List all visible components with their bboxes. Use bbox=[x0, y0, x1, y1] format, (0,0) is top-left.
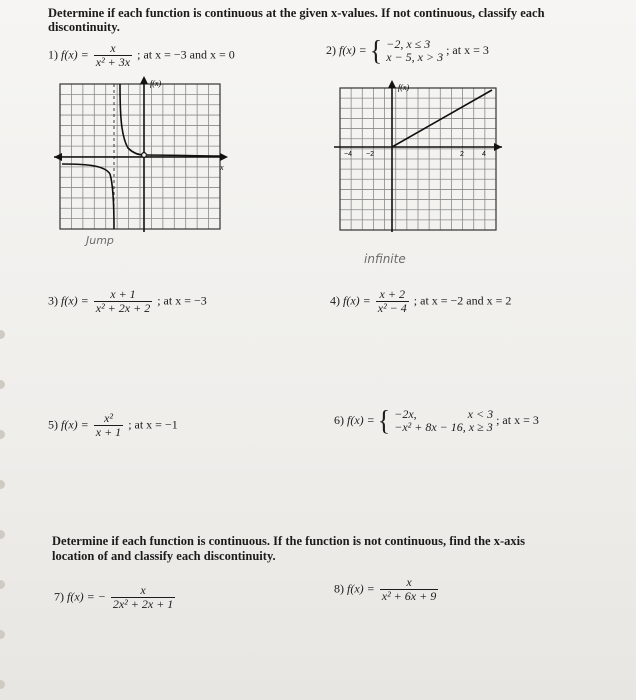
binder-hole bbox=[0, 680, 5, 689]
problem-number: 8) bbox=[334, 581, 344, 596]
evaluation-points: ; at x = −1 bbox=[128, 417, 178, 432]
x-axis-arrow-right-icon bbox=[494, 143, 502, 151]
function-lhs: f(x) = − bbox=[67, 589, 106, 604]
handwritten-note-infinite: infinite bbox=[364, 252, 406, 266]
curve-right-branch bbox=[147, 155, 220, 156]
fraction bbox=[94, 42, 132, 69]
fraction bbox=[376, 288, 409, 315]
binder-hole bbox=[0, 480, 5, 489]
binder-hole bbox=[0, 530, 5, 539]
handwritten-note-jump: Jump bbox=[86, 234, 114, 247]
function-lhs: f(x) = bbox=[61, 417, 89, 432]
binder-hole bbox=[0, 330, 5, 339]
numerator: x bbox=[406, 575, 412, 589]
binder-holes bbox=[0, 0, 8, 700]
problem-4 bbox=[330, 288, 511, 315]
function-lhs: f(x) = bbox=[347, 581, 375, 596]
fraction bbox=[94, 288, 152, 315]
tick-label: 2 bbox=[460, 151, 464, 158]
piecewise-cases bbox=[394, 408, 493, 434]
problem-8 bbox=[334, 576, 440, 603]
problem-number: 5) bbox=[48, 417, 58, 432]
problem-5 bbox=[48, 412, 178, 439]
evaluation-points: ; at x = −3 and x = 0 bbox=[137, 47, 235, 62]
problem-6 bbox=[334, 404, 539, 437]
problem-1 bbox=[48, 42, 235, 69]
problem-number: 4) bbox=[330, 293, 340, 308]
evaluation-points: ; at x = −2 and x = 2 bbox=[413, 293, 512, 308]
function-lhs: f(x) = bbox=[343, 293, 371, 308]
brace-icon: { bbox=[377, 404, 391, 437]
problem-number: 3) bbox=[48, 293, 58, 308]
denominator: x² + 6x + 9 bbox=[381, 589, 437, 603]
tick-label: −2 bbox=[366, 151, 374, 158]
numerator: x + 2 bbox=[379, 287, 405, 301]
tick-label: −4 bbox=[344, 151, 352, 158]
fraction bbox=[94, 412, 123, 439]
numerator: x² bbox=[104, 411, 113, 425]
problem-2 bbox=[326, 34, 489, 67]
x-axis-arrow-right-icon bbox=[220, 153, 228, 161]
evaluation-points: ; at x = −3 bbox=[157, 293, 207, 308]
binder-hole bbox=[0, 380, 5, 389]
instructions-bottom: Determine if each function is continuous. If the function is not continuous, find the x-axis location of and classify each discontinuity. bbox=[52, 534, 525, 563]
case-2: x − 5, x > 3 bbox=[386, 50, 444, 64]
numerator: x bbox=[140, 583, 146, 597]
numerator: x bbox=[110, 41, 116, 55]
denominator: x + 1 bbox=[95, 425, 122, 439]
denominator: 2x² + 2x + 1 bbox=[112, 597, 174, 611]
problem-number: 2) bbox=[326, 42, 336, 57]
function-lhs: f(x) = bbox=[61, 293, 89, 308]
graph-grid bbox=[340, 88, 496, 230]
problem-3 bbox=[48, 288, 207, 315]
problem-7 bbox=[54, 584, 177, 611]
y-axis-label: f(x) bbox=[150, 79, 162, 88]
denominator: x² − 4 bbox=[377, 301, 407, 315]
piecewise-cases bbox=[386, 38, 443, 64]
binder-hole bbox=[0, 630, 5, 639]
function-lhs: f(x) = bbox=[347, 412, 375, 427]
case-1: −2, x ≤ 3 bbox=[386, 37, 431, 51]
fraction bbox=[111, 584, 175, 611]
evaluation-points: ; at x = 3 bbox=[446, 42, 489, 57]
y-axis-arrow-icon bbox=[140, 76, 148, 84]
y-axis-arrow-icon bbox=[388, 80, 396, 88]
open-circle bbox=[142, 153, 147, 158]
denominator: x² + 3x bbox=[95, 55, 131, 69]
numerator: x + 1 bbox=[110, 287, 136, 301]
instructions-top: Determine if each function is continuous at the given x-values. If not continuous, classify each discontinuity. bbox=[48, 6, 545, 34]
problem-number: 7) bbox=[54, 589, 64, 604]
evaluation-points: ; at x = 3 bbox=[496, 412, 539, 427]
function-lhs: f(x) = bbox=[339, 42, 367, 57]
denominator: x² + 2x + 2 bbox=[95, 301, 151, 315]
function-lhs: f(x) = bbox=[61, 47, 89, 62]
graph-2 bbox=[332, 78, 504, 234]
case-1: −2x, x < 3 bbox=[394, 407, 494, 421]
graph-1 bbox=[50, 74, 230, 234]
case-2: −x² + 8x − 16, x ≥ 3 bbox=[394, 420, 493, 434]
binder-hole bbox=[0, 430, 5, 439]
problem-number: 1) bbox=[48, 47, 58, 62]
problem-number: 6) bbox=[334, 412, 344, 427]
fraction bbox=[380, 576, 438, 603]
y-axis-label: f(x) bbox=[398, 83, 410, 92]
binder-hole bbox=[0, 580, 5, 589]
x-axis-label: x bbox=[220, 163, 224, 172]
x-axis-arrow-left-icon bbox=[54, 153, 62, 161]
brace-icon: { bbox=[369, 34, 383, 67]
curve-left-branch bbox=[62, 164, 114, 229]
tick-label: 4 bbox=[482, 151, 486, 158]
